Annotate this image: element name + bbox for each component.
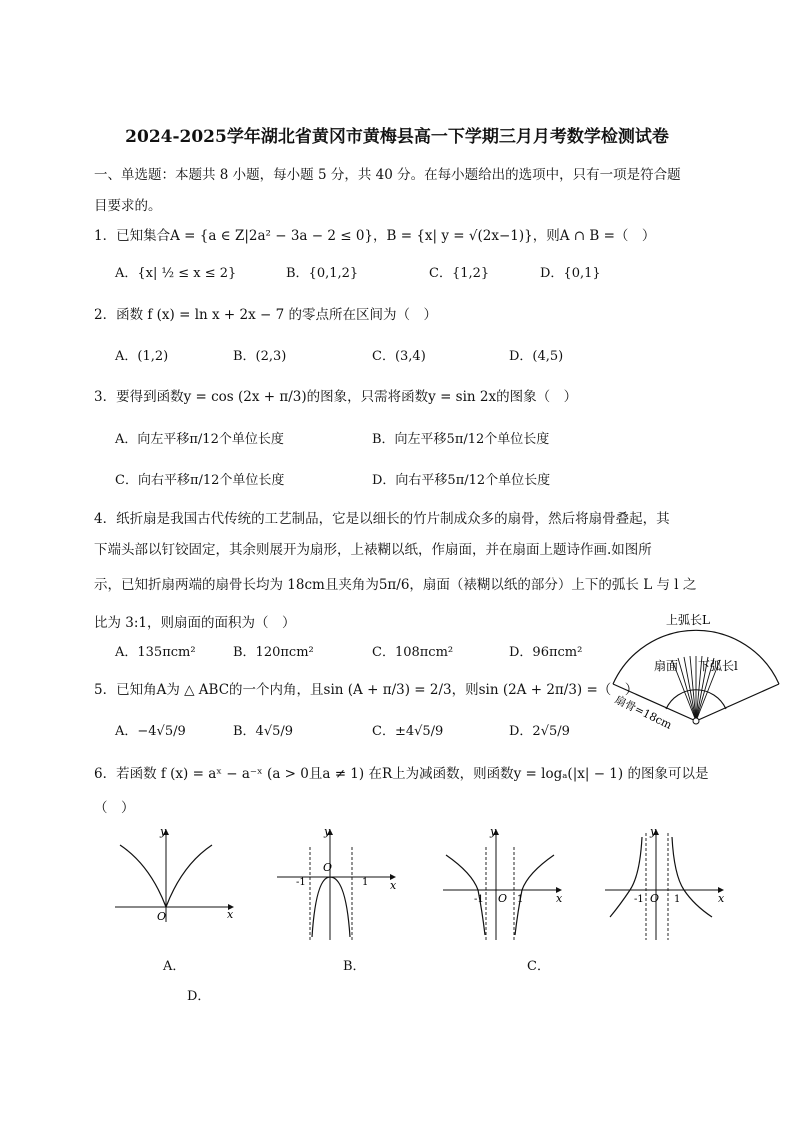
fan-upper-arc-label: 上弧长L bbox=[666, 613, 710, 627]
graph-c-neg1-label: -1 bbox=[474, 894, 484, 905]
page-title: 2024-2025学年湖北省黄冈市黄梅县高一下学期三月月考数学检测试卷 bbox=[125, 127, 669, 147]
question-4-option-b: B．120πcm² bbox=[233, 645, 314, 660]
fan-face-label: 扇面 bbox=[654, 659, 679, 673]
graph-d-x-label: x bbox=[718, 892, 725, 905]
graph-a-origin-label: O bbox=[157, 910, 167, 923]
question-4-option-c: C．108πcm² bbox=[372, 645, 454, 660]
folding-fan-diagram bbox=[600, 608, 794, 738]
question-4-line1: 4．纸折扇是我国古代传统的工艺制品，它是以细长的竹片制成众多的扇骨，然后将扇骨叠起，其 bbox=[94, 511, 670, 527]
question-3-stem: 3．要得到函数y = cos (2x + π/3)的图象，只需将函数y = sin 2x的图象（ ） bbox=[94, 389, 578, 405]
question-4-line4: 比为 3:1，则扇面的面积为（ ） bbox=[94, 615, 296, 631]
fan-lower-arc-label: 下弧长l bbox=[698, 659, 738, 673]
question-1-option-c: C．{1,2} bbox=[429, 266, 490, 281]
question-4-line3: 示，已知折扇两端的扇骨长均为 18cm且夹角为5π/6，扇面（裱糊以纸的部分）上下的弧长 L 与 l 之 bbox=[94, 577, 697, 593]
graph-c bbox=[438, 825, 568, 945]
graph-b-pos1-label: 1 bbox=[362, 877, 369, 888]
question-4-option-d: D．96πcm² bbox=[509, 645, 583, 660]
question-1-stem: 1．已知集合A = {a ∈ Z|2a² − 3a − 2 ≤ 0}，B = {x| y = √(2x−1)}，则A ∩ B =（ ） bbox=[94, 228, 656, 244]
question-2-option-b: B．(2,3) bbox=[233, 349, 287, 364]
question-4-option-a: A．135πcm² bbox=[115, 645, 196, 660]
graph-b bbox=[272, 825, 402, 945]
graph-b-x-label: x bbox=[390, 879, 397, 892]
graph-a bbox=[110, 825, 240, 925]
question-5-option-b: B．4√5/9 bbox=[233, 724, 294, 739]
question-2-stem: 2．函数 f (x) = ln x + 2x − 7 的零点所在区间为（ ） bbox=[94, 307, 437, 323]
question-6-paren: （ ） bbox=[94, 800, 135, 816]
graph-d-y-label: y bbox=[650, 825, 657, 838]
question-3-option-b: B．向左平移5π/12个单位长度 bbox=[372, 432, 550, 447]
section-instructions-line2: 目要求的。 bbox=[94, 198, 162, 214]
section-instructions-line1: 一、单选题：本题共 8 小题，每小题 5 分，共 40 分。在每小题给出的选项中，只有一项是符合题 bbox=[94, 167, 681, 183]
graph-b-origin-label: O bbox=[323, 861, 333, 874]
question-3-option-d: D．向右平移5π/12个单位长度 bbox=[372, 473, 551, 488]
graph-d-origin-label: O bbox=[650, 892, 660, 905]
question-5-option-d: D．2√5/9 bbox=[509, 724, 570, 739]
graph-a-y-label: y bbox=[160, 825, 167, 838]
graph-b-neg1-label: -1 bbox=[296, 877, 306, 888]
graph-c-y-label: y bbox=[490, 825, 497, 838]
question-2-option-d: D．(4,5) bbox=[509, 349, 564, 364]
question-5-stem: 5．已知角A为 △ ABC的一个内角，且sin (A + π/3) = 2/3，则sin (2A + 2π/3) =（ ） bbox=[94, 682, 639, 698]
question-6-stem: 6．若函数 f (x) = aˣ − a⁻ˣ (a > 0且a ≠ 1) 在R上为减函数，则函数y = logₐ(|x| − 1) 的图象可以是 bbox=[94, 766, 709, 782]
question-6-label-b: B． bbox=[343, 959, 366, 974]
question-4-line2: 下端头部以钉铰固定，其余则展开为扇形，上裱糊以纸，作扇面，并在扇面上题诗作画.如图所 bbox=[94, 542, 652, 558]
question-3-option-a: A．向左平移π/12个单位长度 bbox=[115, 432, 284, 447]
question-3-option-c: C．向右平移π/12个单位长度 bbox=[115, 473, 285, 488]
fan-rib-length-label: 扇骨=18cm bbox=[612, 693, 674, 732]
question-1-option-d: D．{0,1} bbox=[540, 266, 601, 281]
graph-a-x-label: x bbox=[227, 908, 234, 921]
graph-d-pos1-label: 1 bbox=[674, 894, 681, 905]
graph-c-pos1-label: 1 bbox=[517, 894, 524, 905]
question-6-label-d: D． bbox=[187, 989, 211, 1004]
question-6-label-c: C． bbox=[527, 959, 550, 974]
graph-d-neg1-label: -1 bbox=[634, 894, 644, 905]
graph-c-origin-label: O bbox=[498, 892, 508, 905]
graph-b-y-label: y bbox=[324, 825, 331, 838]
question-2-option-c: C．(3,4) bbox=[372, 349, 426, 364]
question-2-option-a: A．(1,2) bbox=[115, 349, 169, 364]
question-1-option-b: B．{0,1,2} bbox=[286, 266, 359, 281]
graph-d bbox=[600, 825, 730, 945]
question-5-option-a: A．−4√5/9 bbox=[115, 724, 186, 739]
question-1-option-a: A．{x| ½ ≤ x ≤ 2} bbox=[115, 266, 237, 281]
graph-c-x-label: x bbox=[556, 892, 563, 905]
question-6-label-a: A． bbox=[163, 959, 186, 974]
question-5-option-c: C．±4√5/9 bbox=[372, 724, 444, 739]
